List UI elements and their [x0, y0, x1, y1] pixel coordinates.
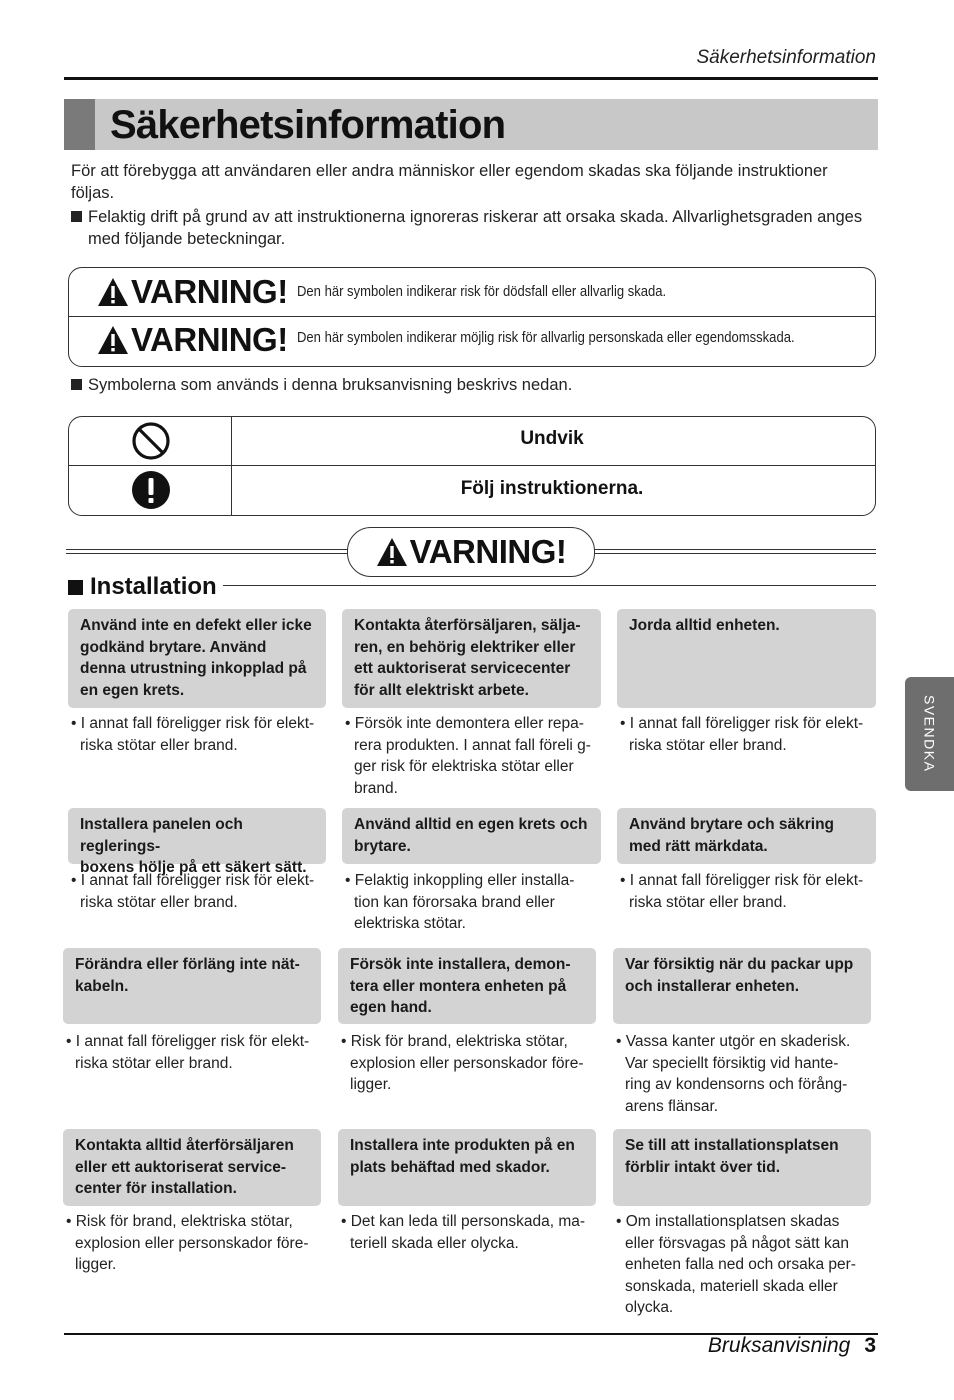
- prohibited-icon: [131, 421, 171, 461]
- section-heading: Installation: [68, 573, 223, 601]
- intro-bullet: [71, 206, 871, 250]
- instruction-note: • Risk för brand, elektriska stötar, explosion eller personskador före- ligger.: [66, 1213, 309, 1273]
- running-header: Säkerhetsinformation: [696, 47, 876, 68]
- warning-triangle-icon: [97, 325, 129, 355]
- square-bullet-icon: [71, 379, 82, 390]
- instruction-card: Kontakta återförsäljaren, sälja- ren, en behörig elektriker eller ett auktoriserat servicecenter för allt elektriskt arbete.: [342, 609, 601, 708]
- instruction-card: Försök inte installera, demon- tera eller montera enheten på egen hand.: [338, 948, 596, 1024]
- warning-triangle-icon: [97, 277, 129, 307]
- instruction-card: Installera inte produkten på en plats behäftad med skador.: [338, 1129, 596, 1206]
- intro-bullet-text: Felaktig drift på grund av att instruktionerna ignoreras riskerar att orsaka skada. Allvarlighetsgraden anges med följande beteckningar.: [88, 208, 863, 248]
- instruction-note: • I annat fall föreligger risk för elekt- riska stötar eller brand.: [71, 872, 315, 911]
- instruction-card: Använd inte en defekt eller icke godkänd brytare. Använd denna utrustning inkopplad på en egen krets.: [68, 609, 326, 708]
- symbol-table-row-divider: [68, 465, 876, 466]
- instruction-note: • I annat fall föreligger risk för elekt- riska stötar eller brand.: [620, 715, 864, 754]
- banner-line: [593, 553, 876, 554]
- warning-label-1: VARNING!: [97, 273, 288, 311]
- warning-label-2: VARNING!: [97, 321, 288, 359]
- warning-triangle-icon: [376, 537, 408, 567]
- instruction-note: • Felaktig inkoppling eller installa- tion kan förorsaka brand eller elektriska stötar.: [345, 872, 575, 932]
- instruction-note: • Om installationsplatsen skadas eller försvagas på något sätt kan enheten falla ned och orsaka per- sonskada, materiell skada eller olycka.: [616, 1213, 856, 1316]
- instruction-card: Jorda alltid enheten.: [617, 609, 876, 708]
- instruction-card: Se till att installationsplatsen förblir intakt över tid.: [613, 1129, 871, 1206]
- square-bullet-icon: [71, 211, 82, 222]
- instruction-note: • I annat fall föreligger risk för elekt- riska stötar eller brand.: [71, 715, 315, 754]
- instruction-card: Kontakta alltid återförsäljaren eller ett auktoriserat service- center för installation.: [63, 1129, 321, 1206]
- instruction-note: • Försök inte demontera eller repa- rera produkten. I annat fall föreli g- ger risk för elektriska stötar eller brand.: [345, 715, 591, 797]
- instruction-note: • Risk för brand, elektriska stötar, explosion eller personskador före- ligger.: [341, 1033, 584, 1093]
- square-bullet-icon: [68, 580, 83, 595]
- instruction-note: • Vassa kanter utgör en skaderisk. Var speciellt försiktig vid hante- ring av kondensorns och förång- arens flänsar.: [616, 1033, 851, 1115]
- warning-description-1: Den här symbolen indikerar risk för dödsfall eller allvarlig skada.: [297, 284, 667, 300]
- warning-banner: VARNING!: [347, 527, 595, 577]
- page-number: 3: [864, 1334, 876, 1357]
- instruction-card: Använd brytare och säkring med rätt märkdata.: [617, 808, 876, 864]
- symbol-label-avoid: Undvik: [520, 428, 584, 449]
- banner-line: [66, 549, 348, 550]
- instruction-card: Var försiktig när du packar upp och installerar enheten.: [613, 948, 871, 1024]
- symbols-intro: [71, 374, 871, 396]
- intro-paragraph: För att förebygga att användaren eller andra människor eller egendom skadas ska följande instruktioner följas.: [71, 162, 828, 202]
- banner-line: [593, 549, 876, 550]
- mandatory-icon: [131, 470, 171, 510]
- instruction-note: • I annat fall föreligger risk för elekt- riska stötar eller brand.: [66, 1033, 310, 1072]
- banner-line: [66, 553, 348, 554]
- footer: [708, 1334, 876, 1358]
- instruction-card: Förändra eller förläng inte nät- kabeln.: [63, 948, 321, 1024]
- title-bar-tab: [64, 99, 95, 150]
- instruction-note: • Det kan leda till personskada, ma- teriell skada eller olycka.: [341, 1213, 586, 1252]
- warning-legend-divider: [68, 316, 876, 317]
- instruction-note: • I annat fall föreligger risk för elekt- riska stötar eller brand.: [620, 872, 864, 911]
- symbols-intro-text: Symbolerna som används i denna bruksanvisning beskrivs nedan.: [88, 376, 573, 394]
- instruction-card: Installera panelen och reglerings- boxens hölje på ett säkert sätt.: [68, 808, 326, 864]
- language-tab-label: SVENDKA: [921, 695, 938, 773]
- instruction-card: Använd alltid en egen krets och brytare.: [342, 808, 601, 864]
- header-rule: [64, 77, 878, 80]
- warning-description-2: Den här symbolen indikerar möjlig risk för allvarlig personskada eller egendomsskada.: [297, 330, 795, 346]
- page-title: Säkerhetsinformation: [110, 103, 506, 147]
- footer-label: Bruksanvisning: [707, 1334, 851, 1357]
- symbol-label-follow: Följ instruktionerna.: [460, 478, 644, 499]
